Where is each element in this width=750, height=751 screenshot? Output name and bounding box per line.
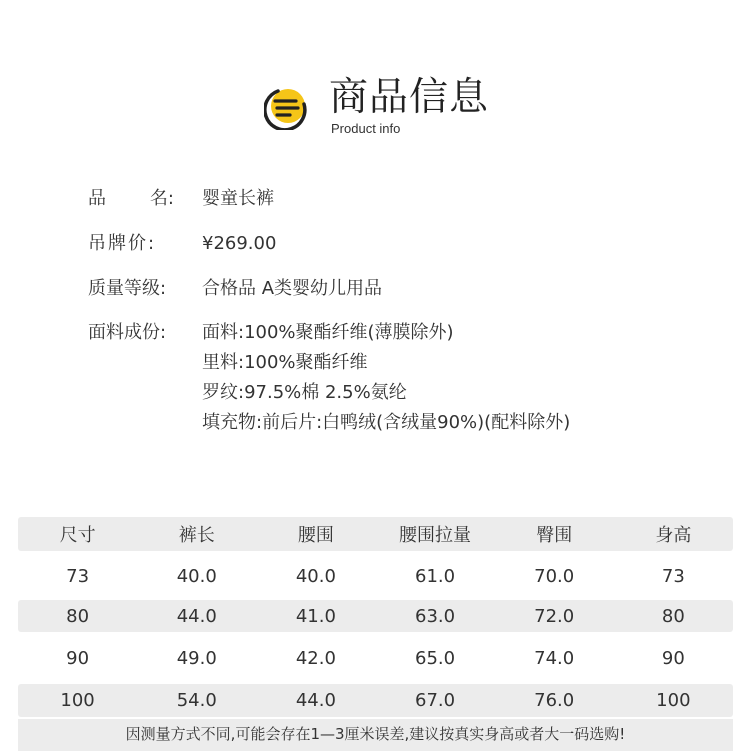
table-cell: 100: [60, 690, 95, 711]
table-header-row: [18, 517, 733, 551]
table-cell: 80: [66, 605, 90, 627]
quality-grade-value: 合格品 A类婴幼儿用品: [202, 278, 383, 299]
table-cell: 61.0: [415, 565, 456, 587]
tag-price-label: 吊牌价:: [88, 233, 157, 254]
product-name-label-char-2: 名:: [149, 188, 174, 209]
table-cell: 90: [661, 647, 685, 669]
composition-line: 罗纹:97.5%棉 2.5%氨纶: [202, 382, 407, 403]
measurement-note: 因测量方式不同,可能会存在1—3厘米误差,建议按真实身高或者大一码选购!: [18, 719, 733, 751]
composition-line: 面料:100%聚酯纤维(薄膜除外): [202, 322, 454, 343]
composition-line: 填充物:前后片:白鸭绒(含绒量90%)(配料除外): [202, 412, 571, 433]
table-cell: 65.0: [415, 647, 456, 669]
table-cell: 40.0: [295, 565, 336, 587]
table-cell: 41.0: [295, 605, 336, 627]
composition-line: 里料:100%聚酯纤维: [202, 352, 368, 373]
table-header-cell: 身高: [655, 525, 692, 546]
table-row: [18, 684, 733, 717]
table-cell: 42.0: [295, 647, 336, 669]
table-cell: 44.0: [176, 605, 217, 627]
table-row: [18, 633, 733, 683]
product-name-value: 婴童长裤: [202, 188, 274, 209]
table-header-cell: 腰围: [297, 525, 334, 546]
table-header-cell: 臀围: [536, 525, 573, 546]
product-name-label-char-1: 品: [88, 188, 106, 209]
table-cell: 100: [656, 690, 691, 711]
table-cell: 90: [66, 647, 90, 669]
table-cell: 67.0: [415, 690, 456, 711]
table-cell: 70.0: [534, 565, 575, 587]
table-row: [18, 554, 733, 598]
table-cell: 40.0: [176, 565, 217, 587]
table-cell: 73: [66, 565, 90, 587]
size-table: [18, 517, 733, 717]
table-header-cell: 腰围拉量: [399, 525, 472, 546]
tag-price-value: ¥269.00: [202, 233, 277, 254]
table-cell: 63.0: [415, 605, 456, 627]
table-cell: 72.0: [534, 605, 575, 627]
table-cell: 73: [661, 565, 685, 587]
table-cell: 54.0: [176, 690, 217, 711]
quality-grade-label: 质量等级:: [88, 278, 167, 299]
table-header-cell: 尺寸: [59, 525, 96, 546]
table-cell: 44.0: [295, 690, 336, 711]
table-row: [18, 600, 733, 632]
composition-list: [202, 318, 652, 438]
table-header-cell: 裤长: [178, 525, 215, 546]
table-cell: 76.0: [534, 690, 575, 711]
table-cell: 74.0: [534, 647, 575, 669]
product-name-label: [88, 184, 188, 214]
document-lines-icon: [264, 84, 314, 130]
table-cell: 80: [661, 605, 685, 627]
composition-label: 面料成份:: [88, 322, 167, 343]
table-cell: 49.0: [176, 647, 217, 669]
page-subtitle: Product info: [331, 121, 401, 136]
page-title: 商品信息: [329, 75, 490, 120]
